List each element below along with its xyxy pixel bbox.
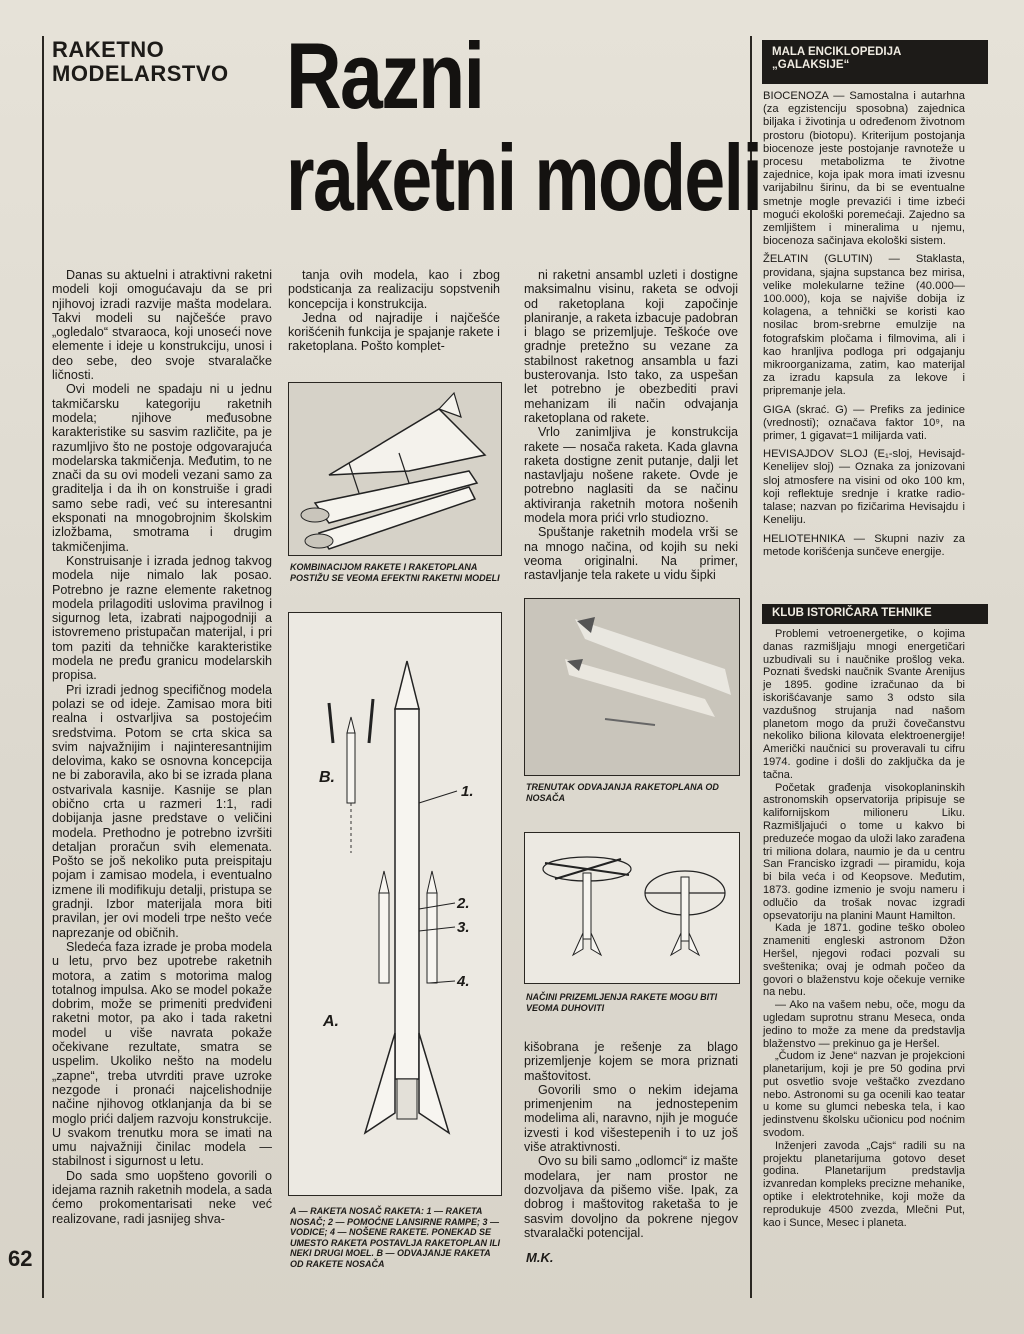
entry: ŽELATIN (GLUTIN) — Staklasta, providana, sjajna supstanca bez mirisa, velike molekularne težine (40.000—100.000), koja se najviše dobija iz kolagena, a tehnički se koristi kao nosilac brom-srebrne emulzije na fotografskim pločama i filmovima, ali i kao hranljiva podloga pri odgajanju mikroorganizama, zatim, kao materijal za izradu kapsula za lekove i pripremanje jela. — [763, 253, 965, 398]
encyclopedia-header: MALA ENCIKLOPEDIJA „GALAKSIJE“ — [762, 40, 988, 84]
left-margin-rule — [42, 36, 44, 1298]
label-2: 2. — [457, 895, 470, 912]
paragraph: tanja ovih modela, kao i zbog podsticanja za realizaciju sopstvenih koncepcija i konstrukcija. — [288, 268, 500, 311]
paragraph: Jedna od najradije i najčešće korišćenih funkcija je spajanje rakete i raketoplana. Pošto komplet- — [288, 310, 500, 354]
entry: HELIOTEHNIKA — Skupni naziv za metode korišćenja sunčeve energije. — [763, 532, 965, 558]
figure-rocket-carrier — [288, 612, 502, 1196]
headline-line-1: Razni — [286, 23, 484, 128]
label-1: 1. — [461, 783, 474, 800]
label-3: 3. — [457, 919, 470, 936]
paragraph: Početak građenja visokoplaninskih astronomskih opservatorija pripisuje se kalifornijskom milioneru Liku. Razmišljajući o tome u kakvo bi preduzeće mogao da uloži lako zarađena tri miliona dolara, naumio je da u centru San Francisko izgradi — piramidu, koja bi bila veća i od Keopsove. Međutim, 1873. godine izmenio je svoju nameru i odlučio da trošak novac izgradi opsevatoriju na planini Maunt Hamilton. — [763, 781, 965, 922]
paragraph: Pri izradi jednog specifičnog modela polazi se od ideje. Zamisao mora biti realna i ostvarljiva sa postojećim sredstvima. Potom se crta skica sa svim najvažnijim i najinteresantnijim delovima, kako se osnovna koncepcija ne bi zaboravila, ako bi se izrada plana ostvarivala kasnije. Kasnije se plan obično crta u razmeri 1:1, radi dobijanja jasne predstave o veličini modela. Prethodno je potrebno izvršiti detaljan proračun svih elemenata. Pošto se još nekoliko puta preispitaju pojam i zamisao modela, i eventualno izmene ili modifikuju detalji, pristupa se gradnji. Izbor materijala mora biti pravilan, jer ovi modeli trpe nešto veće naprezanje od običnih. — [52, 682, 272, 940]
figure-landing-methods — [524, 832, 740, 984]
article-column-3-top — [524, 268, 738, 583]
paragraph: kišobrana je rešenje za blago prizemljenje kojem se mora priznati maštovitost. — [524, 1040, 738, 1083]
landing-illustration — [525, 833, 739, 983]
page-number: 62 — [8, 1246, 33, 1271]
paragraph: — Ako na vašem nebu, oče, mogu da ugledam suprotnu stranu Meseca, onda jedino to može za mene da predstavlja blaženstvo — prekinuo ga je Heršel. — [763, 999, 965, 1050]
headline-line-2: raketni modeli — [286, 125, 762, 230]
figure-4-caption: NAČINI PRIZEMLJENJA RAKETE MOGU BITI VEOMA DUHOVITI — [526, 992, 718, 1013]
entry: BIOCENOZA — Samostalna i autarhna (za egzistenciju sposobna) zajednica biljaka i životinja u određenom životnom prostoru (biotopu). Kriterijum postojanja biocenoze jeste postojanje ravnoteže u procesu metabolizma te životne zajednice, koja ipak mora imati izvesnu varijabilnu širinu, da bi se eventualne smetnje mogle prevazići i time izbeći mogući ekološki poremećaji. Zajedno sa zemljištem i mineralima u njemu, biocenoza sačinjava ekološki sistem. — [763, 90, 965, 248]
entry: GIGA (skrać. G) — Prefiks za jedinice (vrednosti); označava faktor 10⁹, na primer, 1 gigavat=1 milijarda vati. — [763, 403, 965, 443]
figure-1-caption: KOMBINACIJOM RAKETE I RAKETOPLANA POSTIŽU SE VEOMA EFEKTNI RAKETNI MODELI — [290, 562, 500, 583]
paragraph: Spuštanje raketnih modela vrši se na mnogo načina, od kojih su neki veoma originalni. Na primer, rastavljanje tela rakete u vidu šipki — [524, 525, 738, 583]
paragraph: Danas su aktuelni i atraktivni raketni modeli koji omogućavaju da se pri njihovoj izradi razvije mašta modelara. Takvi modeli su najčešće pravo „ogledalo“ stvaraoca, koji unoseći nove elemente i ideje u konstrukciju, unosi i deo sebe, deo svoje stvaralačke ličnosti. — [52, 268, 272, 383]
figure-2-caption: A — RAKETA NOSAČ RAKETA: 1 — RAKETA NOSAČ; 2 — POMOĆNE LANSIRNE RAMPE; 3 — VODICE; 4 — NOŠENE RAKETE. PONEKAD SE UMESTO RAKETA POSTAVLJA RAKETOPLAN ILI NEKI DRUGI MOEL. B — ODVAJANJE RAKETA OD RAKETE NOSAČA — [290, 1206, 501, 1269]
label-b: B. — [319, 769, 335, 786]
figure-3-caption: TRENUTAK ODVAJANJA RAKETOPLANA OD NOSAČA — [526, 782, 719, 803]
separation-illustration — [525, 599, 739, 775]
rocket-plane-illustration — [289, 383, 501, 555]
section-title: RAKETNO MODELARSTVO — [52, 37, 229, 86]
paragraph: Ovi modeli ne spadaju ni u jednu takmičarsku kategoriju raketnih modela; njihove međusobne karakteristike su sasvim različite, pa je razumljivo što ne postoje odgovarajuća modelarska takmičenja. Međutim, to ne znači da su ovi modeli vezani samo za graditelja i da ih on konstruiše i gradi samo sebe radi, već su interesantni eksponati na mnogobrojnim školskim izložbama, smotrama i drugim takmičenjima. — [52, 382, 272, 554]
author-signature: M.K. — [526, 1250, 554, 1265]
paragraph: Kada je 1871. godine teško oboleo znameniti engleski astronom Džon Heršel, njegovi rođaci pozvali su sveštenika; ovaj je odmah počeo da govori o blaženstvu koje očekuje vernike na nebu. — [763, 922, 965, 999]
paragraph: Ovo su bili samo „odlomci“ iz mašte modelara, jer nam prostor ne dozvoljava da pišemo više. Ipak, za dobrog i maštovitog raketaša to je sasvim dovoljno da pokrene njegov stvaralački potencijal. — [524, 1154, 738, 1240]
paragraph: Inženjeri zavoda „Cajs“ radili su na projektu planetarijuma gotovo deset godina. Planetarijum predstavlja izvanredan kompleks precizne mehanike, optike i elektrotehnike, koji može da reprodukuje 4500 zvezda, Mlečni Put, kao i Sunce, Mesec i planeta. — [763, 1139, 965, 1229]
paragraph: Govorili smo o nekim idejama primenjenim na jednostepenim modelima ali, naravno, njih je moguće izvesti i kod višestepenih i to uz još više atraktivnosti. — [524, 1082, 738, 1155]
history-club-text — [763, 628, 965, 1229]
label-a: A. — [323, 1013, 339, 1030]
paragraph: Konstruisanje i izrada jednog takvog modela nije nimalo lak posao. Potrebno je razne elemente raketnog modela prilagoditi uslovima pravilnog i sigurnog leta, izabrati najpogodniji a istovremeno pristupačan materijal, i pri tom paziti da tehničke karakteristike modela ne pređu granicu modelarskih propisa. — [52, 553, 272, 683]
figure-separation-moment — [524, 598, 740, 776]
paragraph: Sledeća faza izrade je proba modela u letu, prvo bez upotrebe raketnih motora, a zatim s motorima malog totalnog impulsa. Ako se model pokaže dobrim, može se primeniti predviđeni raketni motor, pa ako i tada raketni model u više navrata pokaže očekivane rezultate, smatra se uspelim. Ukoliko nešto na modelu „zapne“, treba utvrditi prave uzroke nezgode i pronaći najcelishodnije načine njihovog otklanjanja da bi se moglo prići daljem razvoju konstrukcije. U svakom trenutku mora se imati na umu najvažniji činilac modela — stabilnost i sigurnost u letu. — [52, 939, 272, 1169]
paragraph: Problemi vetroenergetike, o kojima danas razmišljaju mnogi energetičari uzbudivali su i naučnike prošlog veka. Poznati švedski naučnik Svante Arenijus je 1895. godine izračunao da bi iskorišćavanje samo 3 odsto sila vazdušnog strujanja nad našom planetom mogo da pruži čovečanstvu nekoliko biliona kilovata elektroenergije! Američki naučnici su proveravali tu cifru 1974. godine i došli do zaključka da je tačna. — [763, 628, 965, 781]
figure-rocket-plane-combo — [288, 382, 502, 556]
article-column-3-bottom — [524, 1040, 738, 1240]
encyclopedia-entries — [763, 90, 965, 564]
entry: HEVISAJDOV SLOJ (E₁-sloj, Hevisajd-Kenelijev sloj) — Oznaka za jonizovani sloj atmosfere na visini od oko 100 km, koji reflektuje srednje i kratke radio-talase; nazvan po fizičarima Hevisajdu i Keneliju. — [763, 448, 965, 527]
paragraph: Vrlo zanimljiva je konstrukcija rakete — nosača raketa. Kada glavna raketa dostigne zenit putanje, dalji let nastavljaju nošene rakete. Ovde je potrebno naglasiti da se načinu aktiviranja raketnih motora nošenih modela mora prići vrlo studiozno. — [524, 425, 738, 526]
paragraph: Do sada smo uopšteno govorili o idejama raznih raketnih modela, a sada ćemo prokomentarisati neke već realizovane, radi jasnijeg shva- — [52, 1168, 272, 1226]
article-column-2-top — [288, 268, 500, 354]
article-column-1 — [52, 268, 272, 1226]
label-4: 4. — [457, 973, 470, 990]
history-club-header: KLUB ISTORIČARA TEHNIKE — [762, 604, 988, 624]
paragraph: ni raketni ansambl uzleti i dostigne maksimalnu visinu, raketa se odvoji od raketoplana koji započinje planiranje, a raketa izbacuje padobran i blago se prizemljuje. Teškoće ove gradnje pretežno su vezane za stabilnost raketnog ansambla u fazi busterovanja. Isto tako, za uspešan let potrebno je obezbediti pravi mehanizam ili način odvajanja raketoplana od rakete. — [524, 268, 738, 425]
paragraph: „Čudom iz Jene“ nazvan je projekcioni planetarijum, koji je pre 50 godina prvi put osvetlio svoje veštačko zvezdano nebo. Astronomi su ga ocenili kao teatar u kome su glumci nebeska tela, i kao jedinstvenu školsku učionicu pod noćnim svodom. — [763, 1050, 965, 1140]
